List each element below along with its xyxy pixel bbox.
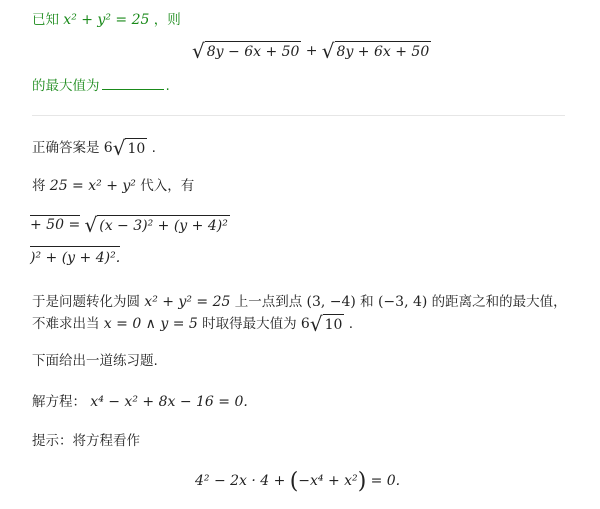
answer-sqrt: √ 10 [112, 136, 146, 160]
derivation-sqrt: √ (x − 3)² + (y + 4)² [84, 213, 228, 237]
condition-equation: x² + y² = 25 [63, 12, 150, 28]
circle-equation: x² + y² = 25 [144, 294, 231, 310]
divider [32, 115, 565, 116]
answer-coef: 6 [103, 140, 113, 156]
reduction-paragraph-1: 于是问题转化为圆 x² + y² = 25 上一点到点 (3, −4) 和 (−3, 4) 的距离之和的最大值， [32, 294, 567, 310]
derivation-line-2-text: )² + (y + 4)². [30, 250, 121, 266]
answer-blank [102, 77, 164, 90]
question-tail-text: 的最大值为 [32, 78, 100, 94]
derivation-left: + 50 = [30, 217, 81, 233]
practice-equation: x⁴ − x² + 8x − 16 = 0. [90, 394, 248, 410]
radicand-2: 8y + 6x + 50 [335, 41, 432, 61]
hint-inner: −x⁴ + x² [298, 473, 358, 489]
question-line [32, 10, 181, 30]
answer-label: 正确答案是 [32, 140, 100, 156]
derivation-radicand: (x − 3)² + (y + 4)² [97, 215, 230, 235]
sqrt-term-2: √ 8y + 6x + 50 [321, 39, 430, 63]
max-value-radicand: 10 [323, 314, 345, 334]
equation-label: 解方程： [32, 394, 86, 410]
answer-radicand: 10 [125, 138, 147, 158]
derivation-line-1 [30, 212, 230, 238]
substitution-line [32, 176, 194, 196]
radicand-1: 8y − 6x + 50 [205, 41, 302, 61]
practice-intro: 下面给出一道练习题. [32, 353, 158, 369]
point-1: (3, −4) [306, 294, 356, 310]
answer-line: 正确答案是 6 √ 10 . [32, 136, 156, 160]
hint-equation: 4² − 2x · 4 + (−x⁴ + x²) = 0. [195, 469, 401, 494]
hint-post: = 0. [370, 473, 401, 489]
question-prefix: 已知 [32, 12, 59, 28]
subst-post: 代入，有 [140, 178, 195, 194]
practice-equation-line [32, 392, 248, 412]
hint-pre: 4² − 2x · 4 + [195, 473, 286, 489]
expression-line [192, 38, 431, 64]
question-tail: 的最大值为 . [32, 78, 170, 94]
plus-sign: + [305, 43, 318, 59]
max-value-coef: 6 [300, 316, 310, 332]
max-value-sqrt: √ 10 [309, 312, 343, 336]
hint-label: 提示：将方程看作 [32, 433, 140, 449]
sqrt-term-1: √ 8y − 6x + 50 [192, 39, 300, 63]
max-condition: x = 0 ∧ y = 5 [103, 316, 198, 332]
derivation-line-2 [30, 246, 120, 269]
subst-pre: 将 [32, 178, 46, 194]
question-suffix: ，则 [153, 12, 181, 28]
hint-line [32, 431, 140, 451]
subst-equation: 25 = x² + y² [49, 178, 136, 194]
point-2: (−3, 4) [377, 294, 428, 310]
reduction-paragraph-2: 不难求出当 x = 0 ∧ y = 5 时取得最大值为 6 √ 10 . [32, 312, 354, 336]
